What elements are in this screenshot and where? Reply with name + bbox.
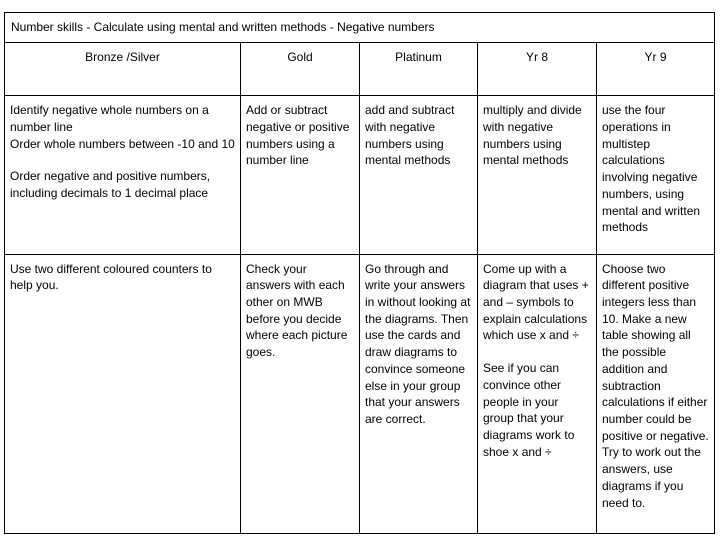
header-yr9: Yr 9 xyxy=(597,42,715,95)
bronze-silver-objective-1: Identify negative whole numbers on a number line Order whole numbers between -10 and 10 xyxy=(10,103,235,151)
cell-yr8-objectives: multiply and divide with negative numbers using mental methods xyxy=(478,96,597,254)
cell-yr9-objectives: use the four operations in multistep calculations involving negative numbers, using mental and written methods xyxy=(597,96,715,254)
title-row xyxy=(5,13,715,43)
cell-platinum-objectives: add and subtract with negative numbers using mental methods xyxy=(360,96,478,254)
cell-yr9-activity: Choose two different positive integers less than 10. Make a new table showing all the possible addition and subtraction calculations if either number could be positive or negative. Try to work out the answers, use diagrams if you need to. xyxy=(597,254,715,533)
header-platinum: Platinum xyxy=(360,42,478,95)
header-gold: Gold xyxy=(241,42,360,95)
table-row-objectives xyxy=(5,96,715,254)
paragraph-gap xyxy=(10,152,235,168)
header-row xyxy=(5,42,715,95)
cell-bronze-silver-activity: Use two different coloured counters to help you. xyxy=(5,254,241,533)
cell-gold-activity: Check your answers with each other on MWB before you decide where each picture goes. xyxy=(241,254,360,533)
yr8-activity-1: Come up with a diagram that uses + and – symbols to explain calculations which use x and ÷ xyxy=(483,261,589,343)
paragraph-gap xyxy=(483,344,591,360)
skills-table xyxy=(4,12,715,534)
cell-bronze-silver-objectives xyxy=(5,96,241,254)
yr8-activity-2: See if you can convince other people in your group that your diagrams work to shoe x and ÷ xyxy=(483,361,575,459)
cell-platinum-activity: Go through and write your answers in without looking at the diagrams. Then use the cards and draw diagrams to convince someone else in your group that your answers are correct. xyxy=(360,254,478,533)
table-row-activities xyxy=(5,254,715,533)
worksheet xyxy=(4,12,714,534)
header-bronze-silver: Bronze /Silver xyxy=(5,42,241,95)
cell-yr8-activity xyxy=(478,254,597,533)
cell-gold-objectives: Add or subtract negative or positive numbers using a number line xyxy=(241,96,360,254)
header-yr8: Yr 8 xyxy=(478,42,597,95)
table-title: Number skills - Calculate using mental and written methods - Negative numbers xyxy=(5,13,715,43)
bronze-silver-objective-2: Order negative and positive numbers, including decimals to 1 decimal place xyxy=(10,169,211,201)
